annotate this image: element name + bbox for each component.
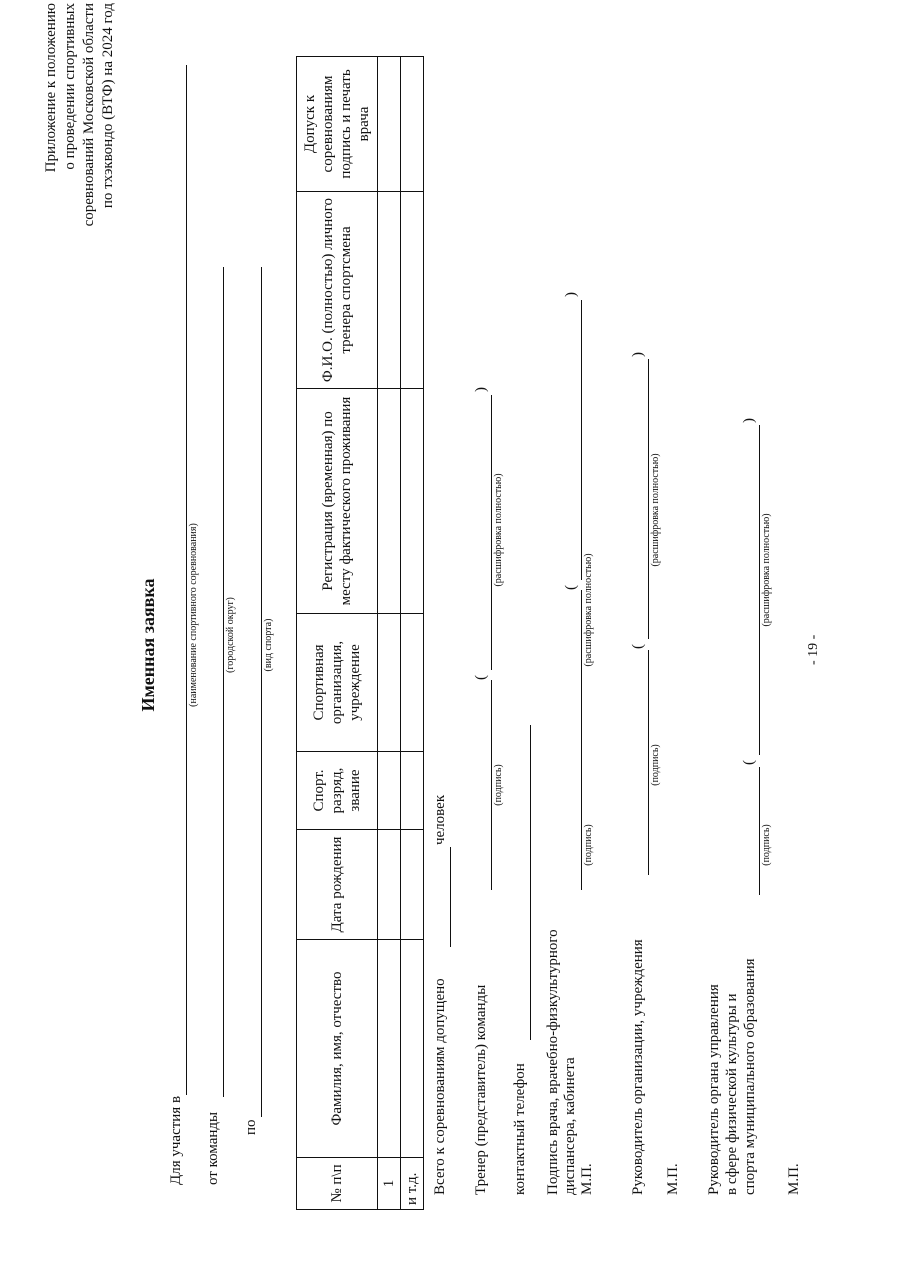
table-row (378, 57, 401, 1210)
team-line[interactable] (223, 267, 224, 1097)
col-header-birthdate: Дата рождения (297, 830, 378, 940)
gov-head-name-line[interactable] (759, 425, 760, 755)
org-head-label: Руководитель организации, учреждения (630, 939, 646, 1195)
page-number: - 19 - (806, 634, 821, 665)
doctor-label-line: Подпись врача, врачебно-физкультурного (545, 929, 561, 1195)
gov-head-paren-close: ) (741, 418, 757, 423)
table-cell[interactable] (401, 389, 424, 614)
phone-label: контактный телефон (512, 1063, 528, 1195)
doctor-mp: М.П. (579, 1163, 595, 1195)
coach-paren-open: ( (473, 675, 489, 680)
gov-head-label (705, 958, 759, 1195)
doctor-name-line[interactable] (581, 300, 582, 580)
total-unit: человек (432, 794, 448, 845)
participation-label: Для участия в (168, 1095, 184, 1185)
coach-name-caption: (расшифровка полностью) (493, 473, 504, 587)
table-cell[interactable] (378, 614, 401, 752)
entries-table (296, 56, 424, 1210)
table-cell[interactable] (401, 830, 424, 940)
col-header-name: Фамилия, имя, отчество (297, 940, 378, 1158)
org-head-signature-line[interactable] (648, 650, 649, 875)
table-cell[interactable] (378, 57, 401, 192)
table-cell[interactable] (378, 940, 401, 1158)
table-cell[interactable] (401, 614, 424, 752)
table-cell[interactable]: 1 (378, 1158, 401, 1210)
table-cell[interactable]: и т.д. (401, 1158, 424, 1210)
team-label: от команды (205, 1111, 221, 1185)
team-caption: (городской округ) (225, 597, 236, 673)
coach-label: Тренер (представитель) команды (473, 984, 489, 1195)
col-header-registration: Регистрация (временная) по месту фактического проживания (297, 389, 378, 614)
doctor-label-line: диспансера, кабинета (562, 1057, 578, 1195)
col-header-admission: Допуск к соревнованиям подпись и печать врача (297, 57, 378, 192)
doctor-name-caption: (расшифровка полностью) (583, 553, 594, 667)
sport-line[interactable] (261, 267, 262, 1117)
gov-head-name-caption: (расшифровка полностью) (761, 513, 772, 627)
header-note-line: Приложение к положению (43, 3, 59, 173)
col-header-rank: Спорт. разряд, звание (297, 752, 378, 830)
coach-sig-caption: (подпись) (493, 764, 504, 806)
table-row (401, 57, 424, 1210)
col-header-number: № п\п (297, 1158, 378, 1210)
org-head-paren-open: ( (630, 644, 646, 649)
table-cell[interactable] (378, 192, 401, 389)
doctor-paren-close: ) (563, 292, 579, 297)
doctor-paren-open: ( (563, 585, 579, 590)
doctor-sig-caption: (подпись) (583, 824, 594, 866)
gov-head-label-line: Руководитель органа управления (706, 984, 722, 1195)
org-head-sig-caption: (подпись) (650, 744, 661, 786)
header-note-line: соревнований Московской области (81, 3, 97, 227)
gov-head-signature-line[interactable] (759, 767, 760, 895)
sport-caption: (вид спорта) (263, 618, 274, 672)
header-note (42, 3, 118, 243)
org-head-mp: М.П. (665, 1163, 681, 1195)
table-header-row (297, 57, 378, 1210)
gov-head-paren-open: ( (741, 760, 757, 765)
participation-caption: (наименование спортивного соревнования) (188, 523, 199, 707)
participation-line[interactable] (186, 65, 187, 1095)
table-cell[interactable] (378, 752, 401, 830)
total-label: Всего к соревнованиям допущено (432, 978, 448, 1195)
col-header-organization: Спортивная организация, учреждение (297, 614, 378, 752)
coach-name-line[interactable] (491, 395, 492, 670)
header-note-line: по тхэквондо (ВТФ) на 2024 год (100, 3, 116, 209)
gov-head-label-line: в сфере физической культуры и (724, 993, 740, 1195)
gov-head-sig-caption: (подпись) (761, 824, 772, 866)
col-header-coach: Ф.И.О. (полностью) личного тренера спортсмена (297, 192, 378, 389)
org-head-name-line[interactable] (648, 359, 649, 639)
table-cell[interactable] (378, 830, 401, 940)
table-cell[interactable] (401, 57, 424, 192)
org-head-paren-close: ) (630, 352, 646, 357)
doctor-label (545, 929, 596, 1195)
table-cell[interactable] (401, 940, 424, 1158)
coach-signature-line[interactable] (491, 680, 492, 890)
total-line[interactable] (450, 847, 451, 947)
doctor-signature-line[interactable] (581, 590, 582, 890)
coach-paren-close: ) (473, 387, 489, 392)
table-cell[interactable] (378, 389, 401, 614)
org-head-name-caption: (расшифровка полностью) (650, 453, 661, 567)
table-cell[interactable] (401, 192, 424, 389)
gov-head-label-line: спорта муниципального образования (742, 958, 758, 1195)
gov-head-mp: М.П. (786, 1163, 802, 1195)
table-cell[interactable] (401, 752, 424, 830)
phone-line[interactable] (530, 725, 531, 1040)
document-title: Именная заявка (138, 578, 158, 712)
sport-label: по (243, 1119, 259, 1135)
header-note-line: о проведении спортивных (62, 3, 78, 170)
